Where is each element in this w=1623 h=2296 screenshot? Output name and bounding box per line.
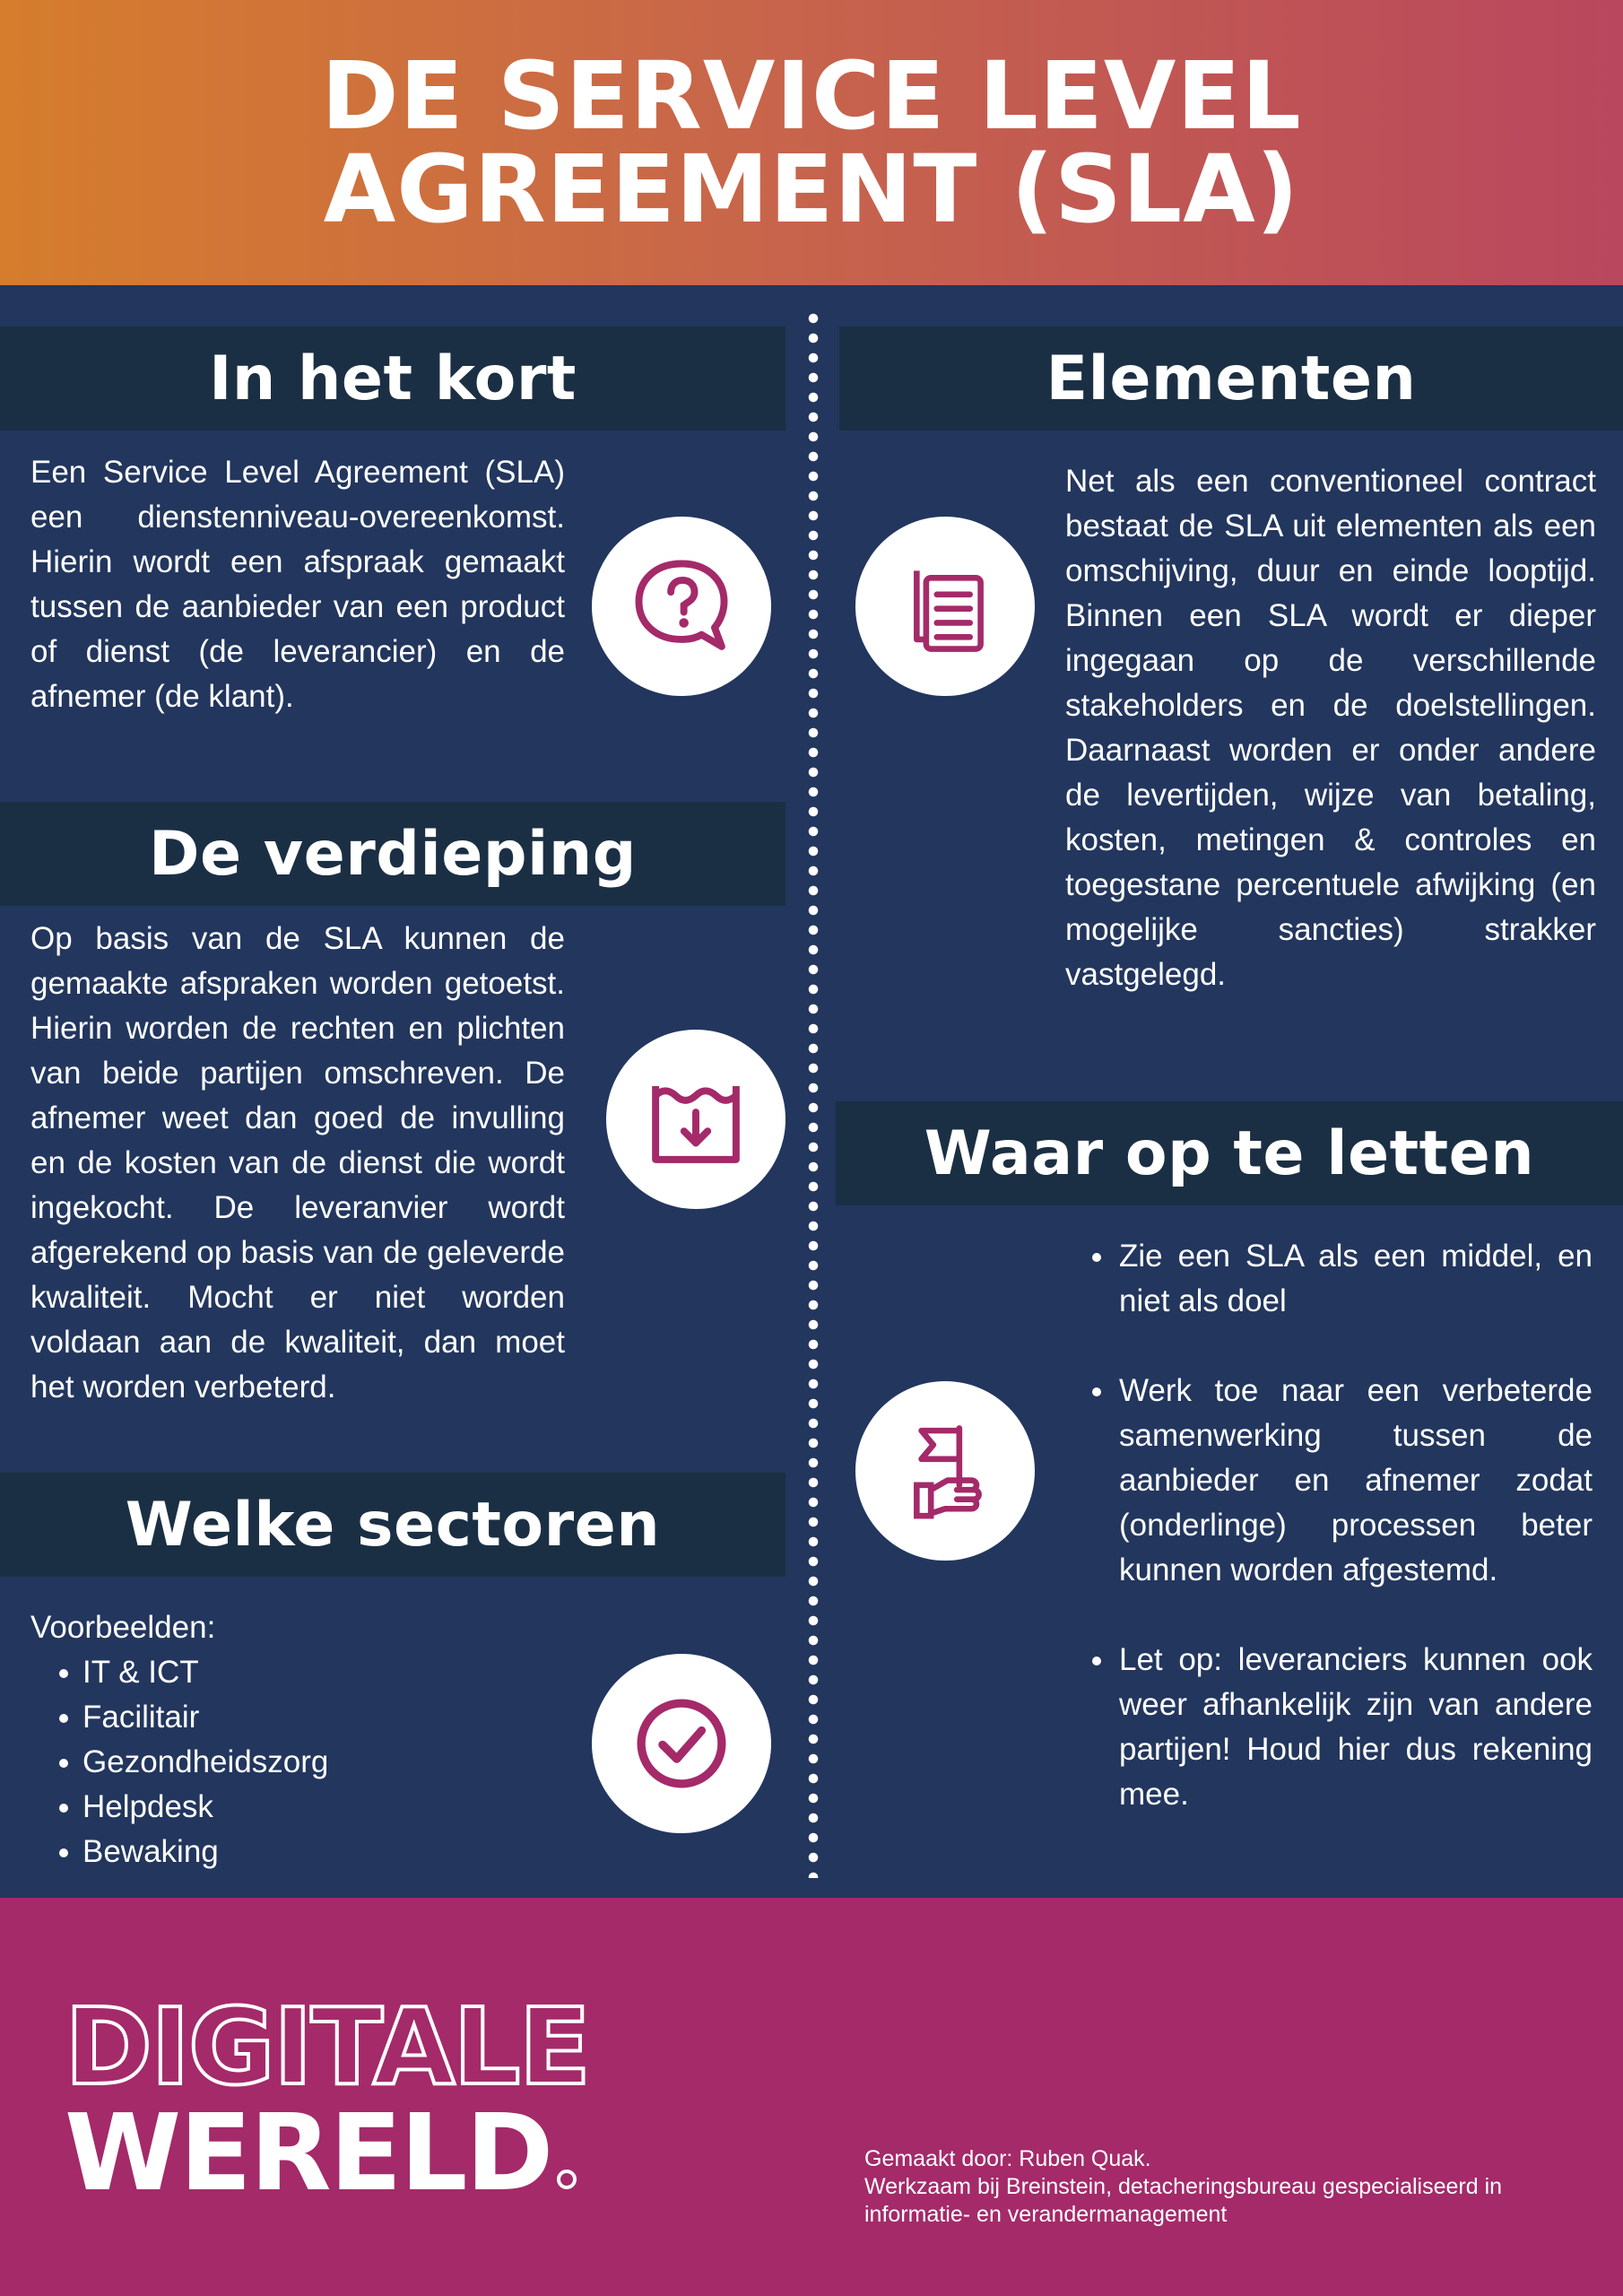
section-heading-elementen: Elementen <box>1046 343 1417 414</box>
page-title <box>321 41 1302 244</box>
credit-specialty: informatie- en verandermanagement <box>864 2202 1228 2227</box>
list-item: Bewaking <box>54 1830 502 1874</box>
list-item: Facilitair <box>54 1695 502 1740</box>
list-item: Gezondheidszorg <box>54 1740 502 1785</box>
section-band-in-het-kort <box>0 326 785 430</box>
logo-digitale: DIGITALE <box>65 1985 590 2109</box>
logo-wereld <box>65 2091 577 2214</box>
section-band-elementen <box>839 326 1623 430</box>
list-item: Zie een SLA als een middel, en niet als doel <box>1087 1234 1593 1324</box>
in-het-kort-text: Een Service Level Agreement (SLA) een dienstenniveau-overeenkomst. Hierin wordt een afspraak gemaakt tussen de aanbieder van een product of dienst (de leverancier) en de afnemer (de klant). <box>30 455 565 714</box>
credit-author: Gemaakt door: Ruben Quak. <box>864 2146 1151 2171</box>
list-item: Let op: leveranciers kunnen ook weer afhankelijk zijn van andere partijen! Houd hier dus rekening mee. <box>1087 1638 1593 1817</box>
section-heading-waar-op-te-letten: Waar op te letten <box>924 1118 1535 1189</box>
attention-list <box>1087 1234 1593 1862</box>
download-tray-icon <box>637 1060 755 1178</box>
de-verdieping-text: Op basis van de SLA kunnen de gemaakte afspraken worden getoetst. Hierin worden de rechten en plichten van beide partijen omschreven. De afnemer weet dan goed de invulling en de kosten van de dienst die wordt ingekocht. De leveranvier wordt afgerekend op basis van de geleverde kwaliteit. Mocht er niet worden voldaan aan de kwaliteit, dan moet het worden verbeterd. <box>30 921 565 1405</box>
question-chat-icon <box>622 547 741 665</box>
logo-wereld-text: WERELD <box>65 2091 552 2214</box>
check-circle-icon <box>622 1684 741 1803</box>
dotted-divider <box>808 309 819 1878</box>
section-band-waar-op-te-letten <box>836 1101 1623 1205</box>
page-title-line-2: AGREEMENT (SLA) <box>323 135 1300 244</box>
page-title-line-1: DE SERVICE LEVEL <box>321 41 1302 151</box>
section-band-welke-sectoren <box>0 1473 785 1577</box>
documents-icon <box>886 547 1004 665</box>
section-band-de-verdieping <box>0 802 785 906</box>
section-heading-welke-sectoren: Welke sectoren <box>125 1489 661 1561</box>
download-tray-icon-circle <box>606 1030 785 1209</box>
hand-flag-icon-circle <box>855 1381 1035 1561</box>
credits <box>864 2145 1600 2229</box>
sector-list <box>54 1650 502 1874</box>
list-item: IT & ICT <box>54 1650 502 1695</box>
hand-flag-icon <box>886 1412 1004 1530</box>
credit-employer: Werkzaam bij Breinstein, detacheringsbureau gespecialiseerd in <box>864 2174 1503 2199</box>
section-heading-in-het-kort: In het kort <box>209 343 577 414</box>
logo-dot-icon <box>557 2170 577 2189</box>
question-chat-icon-circle <box>592 517 771 696</box>
elementen-text: Net als een conventioneel contract bestaat de SLA uit elementen als een omschijving, duur en einde looptijd. Binnen een SLA wordt er dieper ingegaan op de verschillende stakeholders en de doelstellingen. Daarnaast worden er onder andere de levertijden, wijze van betaling, kosten, metingen & controles en toegestane percentuele afwijking (en mogelijke sancties) strakker vastgelegd. <box>1065 464 1596 992</box>
documents-icon-circle <box>855 517 1035 696</box>
list-item: Helpdesk <box>54 1785 502 1830</box>
header-banner <box>0 0 1623 285</box>
list-item: Werk toe naar een verbeterde samenwerking tussen de aanbieder en afnemer zodat (onderlinge) processen beter kunnen worden afgestemd. <box>1087 1369 1593 1593</box>
check-circle-icon-circle <box>592 1654 771 1833</box>
section-heading-de-verdieping: De verdieping <box>149 818 637 890</box>
welke-sectoren-intro: Voorbeelden: <box>30 1610 216 1645</box>
